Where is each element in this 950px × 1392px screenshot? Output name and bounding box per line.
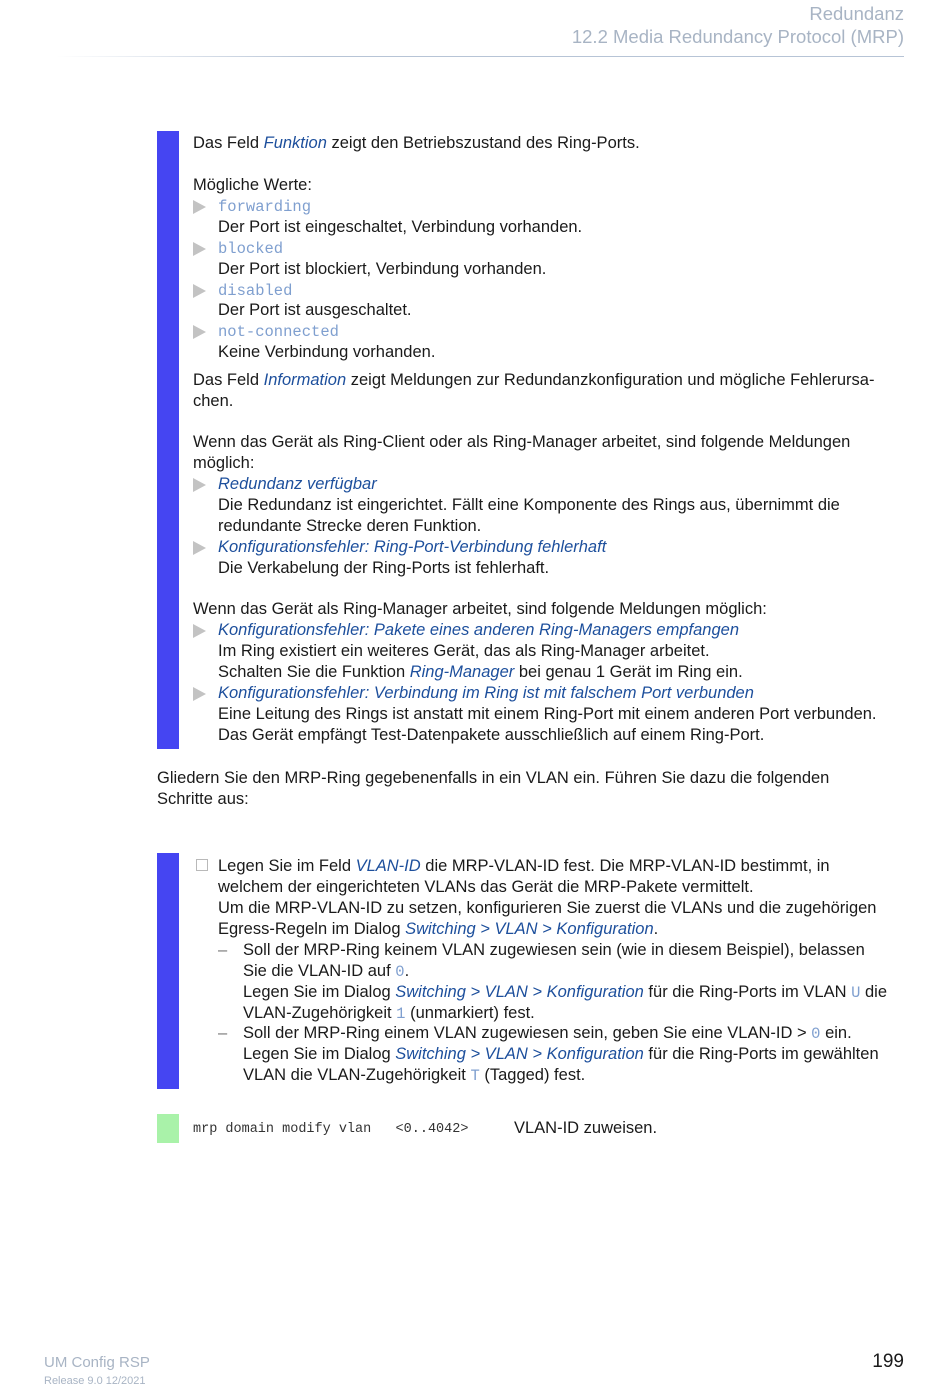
bullet-triangle-icon <box>193 687 206 701</box>
value-code: 1 <box>396 1005 406 1023</box>
text: . <box>404 962 410 980</box>
sub-step-line: Soll der MRP-Ring keinem VLAN zugewiesen sein (wie in diesem Beispiel), belassen <box>243 941 865 959</box>
cli-description: VLAN-ID zuweisen. <box>514 1119 658 1137</box>
dialog-path: Switching > VLAN > Konfiguration <box>395 1045 644 1063</box>
manager-heading: Wenn das Gerät als Ring-Manager arbeitet, sind folgende Meldungen möglich: <box>193 600 767 618</box>
value-code: not-connected <box>218 323 339 341</box>
message-title: Konfigurationsfehler: Ring-Port-Verbindung fehlerhaft <box>218 538 607 556</box>
value-code: disabled <box>218 282 293 300</box>
text: bei genau 1 Gerät im Ring ein. <box>514 663 743 681</box>
bullet-triangle-icon <box>193 325 206 339</box>
text: (unmarkiert) fest. <box>405 1004 535 1022</box>
message-item <box>193 474 377 495</box>
sub-step-line <box>243 1044 879 1065</box>
value-desc: Der Port ist eingeschaltet, Verbindung vorhanden. <box>218 218 583 236</box>
message-item <box>193 620 739 641</box>
value-code: blocked <box>218 240 284 258</box>
page-number: 199 <box>872 1351 904 1372</box>
value-code: 0 <box>811 1025 821 1043</box>
field-funktion: Funktion <box>263 134 327 152</box>
footer-doc: UM Config RSP <box>44 1354 150 1371</box>
vlan-intro: Gliedern Sie den MRP-Ring gegebenenfalls in ein VLAN ein. Führen Sie dazu die folgenden <box>157 769 830 787</box>
message-desc: Das Gerät empfängt Test-Datenpakete ausschließlich auf einem Ring-Port. <box>218 726 765 744</box>
value-desc: Keine Verbindung vorhanden. <box>218 343 436 361</box>
bullet-triangle-icon <box>193 284 206 298</box>
information-intro <box>193 370 908 391</box>
value-item <box>193 196 311 218</box>
value-item <box>193 238 283 260</box>
message-desc: redundante Strecke deren Funktion. <box>218 517 482 535</box>
text: Egress-Regeln im Dialog <box>218 920 406 938</box>
text: Sie die VLAN-ID auf <box>243 962 396 980</box>
information-intro-cont: chen. <box>193 392 234 410</box>
bullet-triangle-icon <box>193 200 206 214</box>
value-desc: Der Port ist blockiert, Verbindung vorhanden. <box>218 260 547 278</box>
text: VLAN-Zugehörigkeit <box>243 1004 397 1022</box>
text: Legen Sie im Dialog <box>243 983 396 1001</box>
message-item <box>193 537 606 558</box>
values-heading: Mögliche Werte: <box>193 176 312 194</box>
bullet-triangle-icon <box>193 242 206 256</box>
value-code: 0 <box>395 963 405 981</box>
sub-step-line <box>243 1065 585 1087</box>
step-bar <box>157 853 179 1089</box>
dialog-path: Switching > VLAN > Konfiguration <box>405 920 654 938</box>
dialog-path: Switching > VLAN > Konfiguration <box>395 983 644 1001</box>
text: die <box>860 983 887 1001</box>
header-rule <box>56 56 904 57</box>
info-bar <box>157 131 179 749</box>
text: für die Ring-Ports im VLAN <box>643 983 852 1001</box>
dash-bullet: – <box>218 1024 228 1042</box>
client-heading-cont: möglich: <box>193 454 255 472</box>
text: Soll der MRP-Ring einem VLAN zugewiesen sein, geben Sie eine VLAN-ID > <box>243 1024 812 1042</box>
header-chapter: Redundanz <box>809 3 904 24</box>
field-information: Information <box>263 371 347 389</box>
sub-step-line <box>243 982 887 1004</box>
text: VLAN die VLAN-Zugehörigkeit <box>243 1066 471 1084</box>
field-vlan-id: VLAN-ID <box>355 857 421 875</box>
bullet-triangle-icon <box>193 541 206 555</box>
funktion-intro <box>193 133 908 154</box>
step-line <box>218 856 830 877</box>
step-line: welchem der eingerichteten VLANs das Gerät die MRP-Pakete vermittelt. <box>218 878 754 896</box>
text: . <box>653 920 659 938</box>
message-title: Redundanz verfügbar <box>218 475 377 493</box>
bullet-triangle-icon <box>193 478 206 492</box>
cli-bar <box>157 1114 179 1143</box>
text: Legen Sie im Dialog <box>243 1045 396 1063</box>
text: Das Feld <box>193 371 264 389</box>
text: zeigt den Betriebszustand des Ring-Ports. <box>326 134 640 152</box>
value-code: U <box>851 984 861 1002</box>
cli-command: mrp domain modify vlan <0..4042> <box>193 1122 469 1137</box>
client-heading: Wenn das Gerät als Ring-Client oder als Ring-Manager arbeitet, sind folgende Meldungen <box>193 433 851 451</box>
value-code: forwarding <box>218 198 312 216</box>
message-title: Konfigurationsfehler: Pakete eines anderen Ring-Managers empfangen <box>218 621 739 639</box>
message-desc: Im Ring existiert ein weiteres Gerät, das als Ring-Manager arbeitet. <box>218 642 710 660</box>
text: ein. <box>820 1024 852 1042</box>
text: Schalten Sie die Funktion <box>218 663 410 681</box>
sub-step-line <box>243 1023 852 1045</box>
text: für die Ring-Ports im gewählten <box>643 1045 879 1063</box>
message-item <box>193 683 754 704</box>
step-checkbox-icon[interactable] <box>196 859 208 871</box>
value-code: T <box>470 1067 480 1085</box>
vlan-intro-cont: Schritte aus: <box>157 790 249 808</box>
text: Das Feld <box>193 134 264 152</box>
text: zeigt Meldungen zur Redundanzkonfiguration und mögliche Fehlerursa- <box>346 371 875 389</box>
message-desc: Die Verkabelung der Ring-Ports ist fehlerhaft. <box>218 559 550 577</box>
message-desc <box>218 662 743 683</box>
sub-step-line <box>243 1003 535 1025</box>
text: Legen Sie im Feld <box>218 857 356 875</box>
text: die MRP-VLAN-ID fest. Die MRP-VLAN-ID bestimmt, in <box>420 857 830 875</box>
field-ring-manager: Ring-Manager <box>409 663 515 681</box>
step-line <box>218 919 658 940</box>
value-desc: Der Port ist ausgeschaltet. <box>218 301 412 319</box>
step-line: Um die MRP-VLAN-ID zu setzen, konfigurieren Sie zuerst die VLANs und die zugehörigen <box>218 899 877 917</box>
sub-step-line <box>243 961 409 983</box>
dash-bullet: – <box>218 941 228 959</box>
message-desc: Eine Leitung des Rings ist anstatt mit einem Ring-Port mit einem anderen Port verbunden. <box>218 705 877 723</box>
value-item <box>193 280 292 302</box>
header-section: 12.2 Media Redundancy Protocol (MRP) <box>571 26 904 47</box>
footer-release: Release 9.0 12/2021 <box>44 1375 146 1387</box>
value-item <box>193 321 339 343</box>
message-title: Konfigurationsfehler: Verbindung im Ring ist mit falschem Port verbunden <box>218 684 754 702</box>
message-desc: Die Redundanz ist eingerichtet. Fällt eine Komponente des Rings aus, übernimmt die <box>218 496 840 514</box>
text: (Tagged) fest. <box>479 1066 586 1084</box>
bullet-triangle-icon <box>193 624 206 638</box>
